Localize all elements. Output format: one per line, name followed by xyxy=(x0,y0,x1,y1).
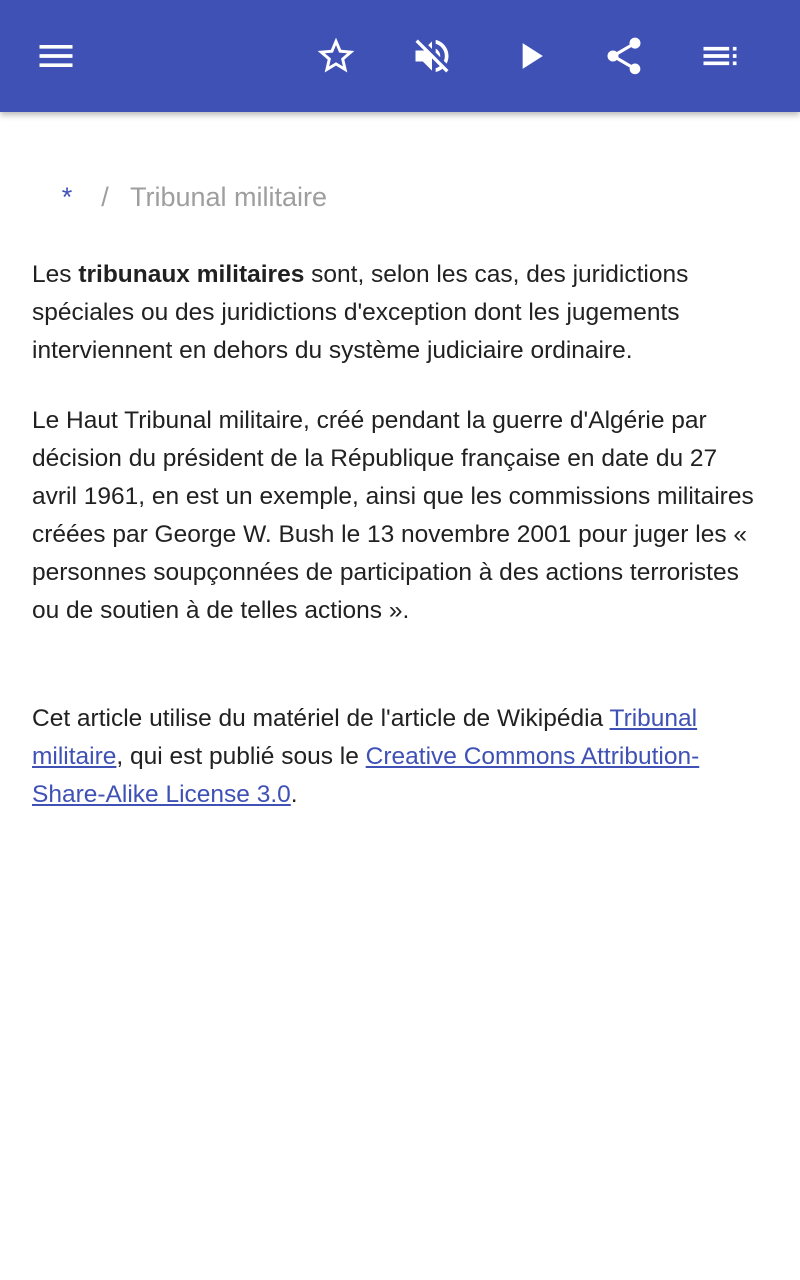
volume-off-icon xyxy=(410,34,454,78)
app-toolbar xyxy=(0,0,800,112)
menu-button[interactable] xyxy=(28,28,84,84)
wikipedia-article-link[interactable]: Tribunal militaire xyxy=(32,705,698,770)
attribution-text-start: Cet article utilise du matériel de l'article de Wikipédia xyxy=(32,705,610,732)
intro-bold-term: tribunaux militaires xyxy=(78,261,305,288)
table-of-contents-button[interactable] xyxy=(692,28,748,84)
intro-text-end: sont, selon les cas, des juridictions spéciales ou des juridictions d'exception dont les jugements interviennent en dehors du système judiciaire ordinaire. xyxy=(32,261,689,364)
play-icon xyxy=(508,34,552,78)
star-outline-icon xyxy=(314,34,358,78)
article-body xyxy=(32,256,768,814)
breadcrumb-separator: / xyxy=(101,182,109,212)
menu-icon xyxy=(34,34,78,78)
article-paragraph-intro xyxy=(32,256,768,370)
mute-button[interactable] xyxy=(404,28,460,84)
attribution-text-mid: , qui est publié sous le xyxy=(116,743,366,770)
license-link[interactable]: Creative Commons Attribution-Share-Alike License 3.0 xyxy=(32,743,700,808)
attribution-paragraph xyxy=(32,700,768,814)
breadcrumb xyxy=(54,182,327,213)
favorite-button[interactable] xyxy=(308,28,364,84)
list-icon xyxy=(698,34,742,78)
share-button[interactable] xyxy=(596,28,652,84)
breadcrumb-current: Tribunal militaire xyxy=(130,182,328,212)
share-icon xyxy=(602,34,646,78)
attribution-text-end: . xyxy=(290,781,298,808)
breadcrumb-home-link[interactable]: * xyxy=(61,182,73,212)
article-paragraph-example: Le Haut Tribunal militaire, créé pendant la guerre d'Algérie par décision du président de la République française en date du 27 avril 1961, en est un exemple, ainsi que les commissions militaires créées par George W. Bush le 13 novembre 2001 pour juger les « personnes soupçonnées de participation à des actions terroristes ou de soutien à de telles actions ». xyxy=(32,407,754,624)
play-button[interactable] xyxy=(502,28,558,84)
intro-text-start: Les xyxy=(32,261,79,288)
